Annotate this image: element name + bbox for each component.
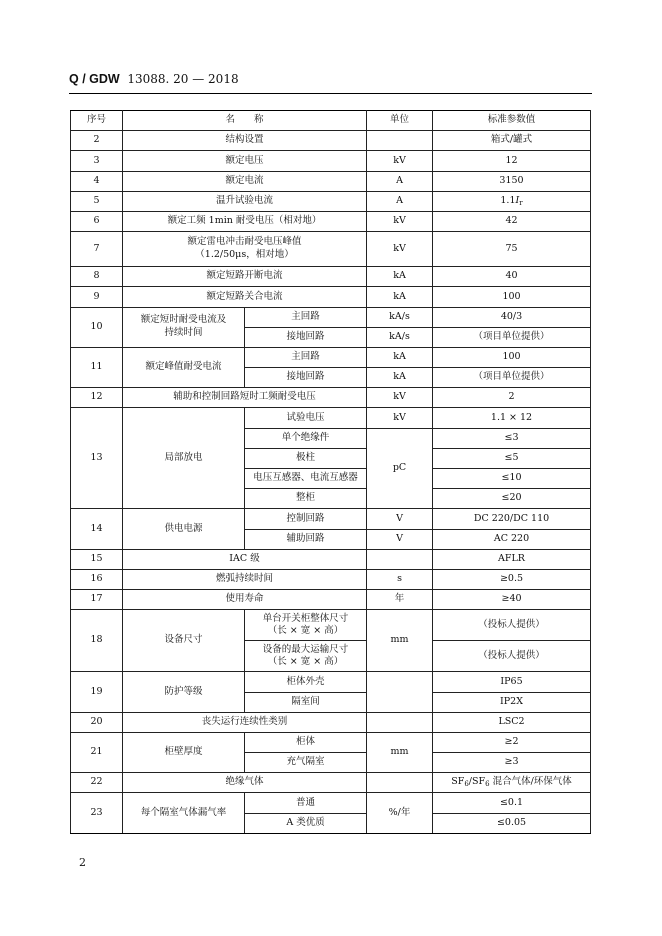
row-value: ≤20: [433, 489, 591, 509]
row-subname: 单个绝缘件: [245, 428, 367, 448]
row-no: 4: [71, 171, 123, 191]
row-value: 75: [433, 232, 591, 267]
row-unit: V: [367, 509, 433, 529]
row-subname-line2: （长 × 宽 × 高）: [267, 625, 344, 637]
row-unit: kV: [367, 388, 433, 408]
row-value: IP65: [433, 672, 591, 692]
table-row: [71, 267, 591, 287]
row-name-line2: （1.2/50μs，相对地）: [195, 249, 294, 261]
row-subname: 充气隔室: [245, 753, 367, 773]
row-unit: [367, 549, 433, 569]
row-value: AFLR: [433, 549, 591, 569]
document-header: [69, 72, 239, 86]
row-unit: [367, 131, 433, 151]
row-name: 丧失运行连续性类别: [123, 712, 367, 732]
table-row: [71, 672, 591, 692]
row-no: 21: [71, 732, 123, 772]
row-value: ≤5: [433, 448, 591, 468]
row-unit: [367, 712, 433, 732]
row-value: AC 220: [433, 529, 591, 549]
row-name: 额定短路关合电流: [123, 287, 367, 307]
row-value: （项目单位提供）: [433, 327, 591, 347]
table-header-row: [71, 111, 591, 131]
row-unit: kA/s: [367, 327, 433, 347]
value-part-b: /SF: [468, 776, 486, 788]
row-value: $1.1I_r$: [433, 191, 591, 211]
row-name: 局部放电: [123, 408, 245, 509]
row-name: [123, 232, 367, 267]
table-row: [71, 610, 591, 641]
row-no: 8: [71, 267, 123, 287]
row-value: ≤3: [433, 428, 591, 448]
row-value: ≤10: [433, 469, 591, 489]
table-row: [71, 191, 591, 211]
row-subname: 主回路: [245, 347, 367, 367]
col-name-header: 名 称: [123, 111, 367, 131]
row-unit: kA: [367, 347, 433, 367]
row-subname: 控制回路: [245, 509, 367, 529]
header-rule: [69, 93, 592, 94]
row-subname: 辅助回路: [245, 529, 367, 549]
row-subname: [245, 610, 367, 641]
row-subname: 柜体: [245, 732, 367, 752]
row-value: 12: [433, 151, 591, 171]
row-unit: kV: [367, 211, 433, 231]
row-no: 5: [71, 191, 123, 211]
row-subname: 主回路: [245, 307, 367, 327]
row-name: 燃弧持续时间: [123, 569, 367, 589]
row-subname-line1: 单台开关柜整体尺寸: [262, 612, 349, 624]
row-unit: A: [367, 191, 433, 211]
row-name: 额定峰值耐受电流: [123, 347, 245, 387]
row-unit: %/年: [367, 793, 433, 833]
row-subname: 柜体外壳: [245, 672, 367, 692]
table-row: [71, 408, 591, 428]
row-value: 1.1 × 12: [433, 408, 591, 428]
row-value: 40: [433, 267, 591, 287]
row-no: 13: [71, 408, 123, 509]
row-subname: 电压互感器、电流互感器: [245, 469, 367, 489]
row-no: 14: [71, 509, 123, 549]
row-value: ≤0.1: [433, 793, 591, 813]
row-name: 供电电源: [123, 509, 245, 549]
col-unit-header: 单位: [367, 111, 433, 131]
row-name: 额定电压: [123, 151, 367, 171]
row-name: 每个隔室气体漏气率: [123, 793, 245, 833]
row-value: （项目单位提供）: [433, 368, 591, 388]
row-name: 额定工频 1min 耐受电压（相对地）: [123, 211, 367, 231]
row-unit: kV: [367, 408, 433, 428]
row-unit: A: [367, 171, 433, 191]
table-row: [71, 388, 591, 408]
table-row: [71, 131, 591, 151]
row-name: 额定电流: [123, 171, 367, 191]
value-part-a-subscript: 6: [464, 780, 469, 789]
table-row: [71, 151, 591, 171]
value-part-a: SF: [451, 776, 465, 788]
row-subname: 整柜: [245, 489, 367, 509]
row-unit: [367, 773, 433, 793]
row-unit: kA: [367, 287, 433, 307]
row-value: （投标人提供）: [433, 610, 591, 641]
row-name: 额定短路开断电流: [123, 267, 367, 287]
row-value: 2: [433, 388, 591, 408]
row-subname: 普通: [245, 793, 367, 813]
standard-number: 13088. 20 — 2018: [127, 72, 239, 86]
row-name: 使用寿命: [123, 590, 367, 610]
row-value: ≤0.05: [433, 813, 591, 833]
row-subname: A 类优质: [245, 813, 367, 833]
col-no-header: 序号: [71, 111, 123, 131]
row-value: ≥3: [433, 753, 591, 773]
table-row: [71, 793, 591, 813]
row-value: 3150: [433, 171, 591, 191]
row-name: 绝缘气体: [123, 773, 367, 793]
row-unit: kV: [367, 232, 433, 267]
row-unit: pC: [367, 428, 433, 509]
row-no: 10: [71, 307, 123, 347]
row-unit: kV: [367, 151, 433, 171]
row-subname-line1: 设备的最大运输尺寸: [262, 643, 349, 655]
row-subname-line2: （长 × 宽 × 高）: [267, 656, 344, 668]
row-value: ≥2: [433, 732, 591, 752]
standard-prefix: Q / GDW: [69, 72, 120, 86]
row-value: IP2X: [433, 692, 591, 712]
row-no: 16: [71, 569, 123, 589]
row-value: ≥40: [433, 590, 591, 610]
row-unit: kA: [367, 267, 433, 287]
row-value: 42: [433, 211, 591, 231]
row-subname: 接地回路: [245, 368, 367, 388]
table-row: [71, 590, 591, 610]
row-name: 辅助和控制回路短时工频耐受电压: [123, 388, 367, 408]
row-value: 40/3: [433, 307, 591, 327]
table-row: [71, 171, 591, 191]
row-unit: mm: [367, 732, 433, 772]
row-name-line2: 持续时间: [164, 327, 203, 339]
row-no: 23: [71, 793, 123, 833]
value-part-b-subscript: 6: [485, 780, 490, 789]
row-subname: 试验电压: [245, 408, 367, 428]
row-subname: 极柱: [245, 448, 367, 468]
row-value: DC 220/DC 110: [433, 509, 591, 529]
row-name-line1: 额定短时耐受电流及: [140, 314, 227, 326]
row-no: 7: [71, 232, 123, 267]
row-value: 100: [433, 347, 591, 367]
page-number: 2: [79, 856, 86, 869]
value-main: 1.1: [500, 194, 516, 206]
table-row: [71, 732, 591, 752]
row-name: IAC 级: [123, 549, 367, 569]
table-row: [71, 773, 591, 793]
row-no: 9: [71, 287, 123, 307]
row-unit: mm: [367, 610, 433, 672]
row-value: ≥0.5: [433, 569, 591, 589]
table-row: [71, 712, 591, 732]
row-no: 15: [71, 549, 123, 569]
row-name: 结构设置: [123, 131, 367, 151]
row-no: 11: [71, 347, 123, 387]
table-row: [71, 211, 591, 231]
row-unit: s: [367, 569, 433, 589]
row-value: [433, 773, 591, 793]
row-name: [123, 307, 245, 347]
table-row: [71, 509, 591, 529]
row-no: 20: [71, 712, 123, 732]
parameter-table: [70, 110, 591, 834]
row-no: 12: [71, 388, 123, 408]
table-row: [71, 232, 591, 267]
table-row: [71, 307, 591, 327]
row-subname: 隔室间: [245, 692, 367, 712]
row-no: 2: [71, 131, 123, 151]
row-name: 防护等级: [123, 672, 245, 712]
row-unit: V: [367, 529, 433, 549]
row-unit: 年: [367, 590, 433, 610]
row-subname: 接地回路: [245, 327, 367, 347]
row-no: 22: [71, 773, 123, 793]
col-value-header: 标准参数值: [433, 111, 591, 131]
row-unit: kA: [367, 368, 433, 388]
row-subname: [245, 641, 367, 672]
row-value: 箱式/罐式: [433, 131, 591, 151]
table-row: [71, 287, 591, 307]
row-no: 6: [71, 211, 123, 231]
row-unit: [367, 672, 433, 712]
row-no: 17: [71, 590, 123, 610]
table-row: [71, 347, 591, 367]
row-name: 温升试验电流: [123, 191, 367, 211]
row-name-line1: 额定雷电冲击耐受电压峰值: [187, 236, 302, 248]
row-unit: kA/s: [367, 307, 433, 327]
row-no: 19: [71, 672, 123, 712]
row-name: 柜壁厚度: [123, 732, 245, 772]
table-row: [71, 549, 591, 569]
value-part-c: 混合气体/环保气体: [489, 776, 572, 788]
row-value: 100: [433, 287, 591, 307]
row-name: 设备尺寸: [123, 610, 245, 672]
table-row: [71, 569, 591, 589]
row-no: 3: [71, 151, 123, 171]
row-value: （投标人提供）: [433, 641, 591, 672]
row-value: LSC2: [433, 712, 591, 732]
row-no: 18: [71, 610, 123, 672]
value-subscript: r: [519, 198, 523, 207]
